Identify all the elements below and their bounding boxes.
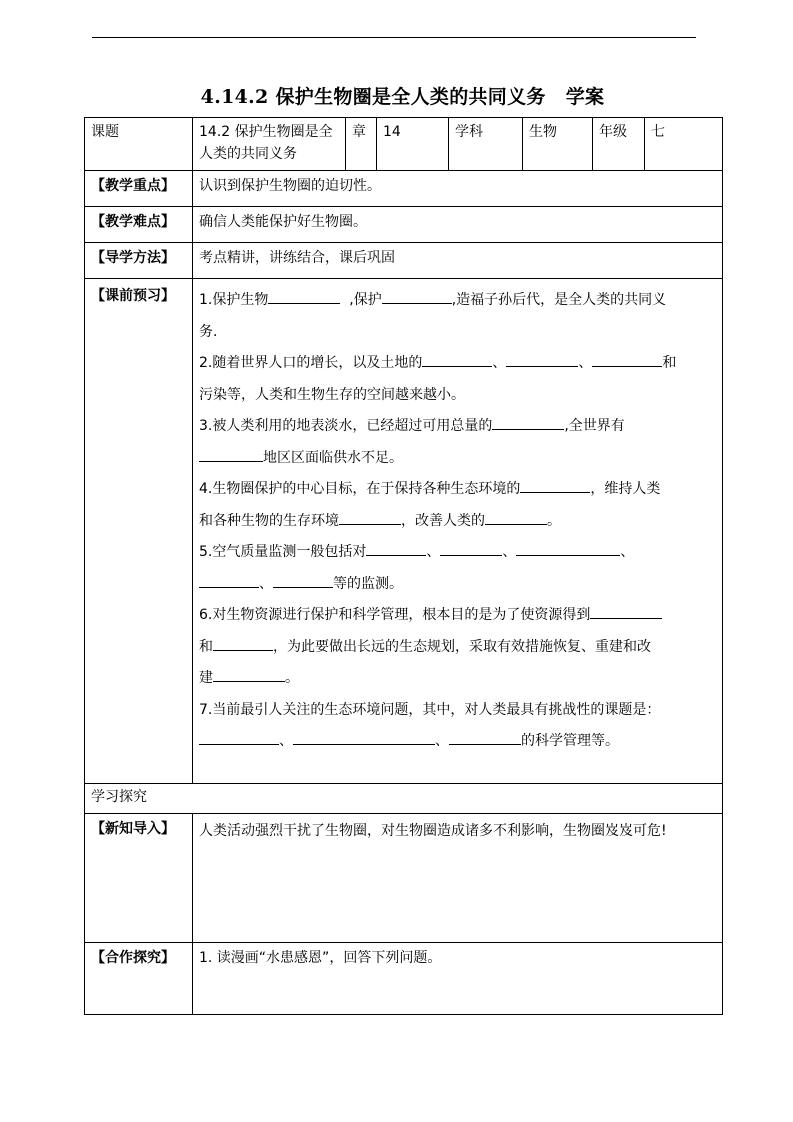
method-value: 考点精讲，讲练结合，课后巩固 [193,243,723,279]
intro-value: 人类活动强烈干扰了生物圈，对生物圈造成诸多不利影响，生物圈岌岌可危! [193,814,723,943]
q2-line-2: 污染等，人类和生物生存的空间越来越小。 [199,386,465,403]
study-label: 学习探究 [85,784,723,814]
page-title [84,84,721,110]
grade-value: 七 [645,118,723,171]
study-row [85,784,723,814]
answer-blank[interactable] [382,286,452,304]
q6-line-2: 和 ，为此要做出长远的生态规划，采取有效措施恢复、重建和改 [199,632,716,664]
q1-line-1: 1.保护生物 ,保护 ,造福子孙后代，是全人类的共同义 [199,285,716,317]
answer-blank[interactable] [199,727,279,745]
q6-line-1: 6.对生物资源进行保护和科学管理，根本目的是为了使资源得到 [199,600,716,632]
q4-line-1: 4.生物圈保护的中心目标，在于保持各种生态环境的 ，维持人类 [199,474,716,506]
subject-value: 生物 [523,118,593,171]
coop-value: 1. 读漫画“水患感恩”，回答下列问题。 [193,943,723,1015]
answer-blank[interactable] [273,570,333,588]
answer-blank[interactable] [520,475,590,493]
coop-label: 【合作探究】 [85,943,193,1015]
intro-label: 【新知导入】 [85,814,193,943]
answer-blank[interactable] [422,349,492,367]
subject-label: 学科 [449,118,523,171]
grade-label: 年级 [593,118,645,171]
preview-content [193,279,723,784]
q3-line-2: 地区区面临供水不足。 [199,443,716,475]
preview-row [85,279,723,784]
answer-blank[interactable] [213,664,285,682]
answer-blank[interactable] [213,633,273,651]
lesson-table [84,117,723,1015]
answer-blank[interactable] [449,727,521,745]
method-label: 【导学方法】 [85,243,193,279]
answer-blank[interactable] [492,412,564,430]
method-row [85,243,723,279]
q2-line-1: 2.随着世界人口的增长，以及土地的 、 、 和 [199,348,716,380]
q5-line-2: 、 等的监测。 [199,569,716,601]
topic-label: 课题 [85,118,193,171]
coop-row [85,943,723,1015]
topic-value: 14.2 保护生物圈是全人类的共同义务 [193,118,346,171]
q4-line-2: 和各种生物的生存环境 ，改善人类的 。 [199,506,716,538]
title-main: 4.14.2 保护生物圈是全人类的共同义务 [200,86,546,108]
difficulty-row [85,207,723,243]
header-rule [92,37,696,38]
intro-row [85,814,723,943]
preview-label: 【课前预习】 [85,279,193,784]
answer-blank[interactable] [440,538,502,556]
header-row [85,118,723,171]
answer-blank[interactable] [366,538,426,556]
q3-line-1: 3.被人类利用的地表淡水，已经超过可用总量的 ,全世界有 [199,411,716,443]
q1-line-2: 务. [199,323,218,340]
answer-blank[interactable] [268,286,340,304]
q6-line-3: 建 。 [199,663,716,695]
title-suffix: 学案 [565,86,605,108]
answer-blank[interactable] [485,507,547,525]
answer-blank[interactable] [293,727,435,745]
answer-blank[interactable] [506,349,578,367]
answer-blank[interactable] [590,601,662,619]
difficulty-label: 【教学难点】 [85,207,193,243]
key-point-row [85,171,723,207]
difficulty-value: 确信人类能保护好生物圈。 [193,207,723,243]
q7-line-2: 、 、 的科学管理等。 [199,726,716,758]
chapter-label: 章 [346,118,377,171]
answer-blank[interactable] [339,507,401,525]
answer-blank[interactable] [199,570,259,588]
answer-blank[interactable] [592,349,662,367]
key-point-value: 认识到保护生物圈的迫切性。 [193,171,723,207]
answer-blank[interactable] [199,444,263,462]
key-point-label: 【教学重点】 [85,171,193,207]
q5-line-1: 5.空气质量监测一般包括对 、 、 、 [199,537,716,569]
q7-line-1: 7.当前最引人关注的生态环境问题，其中，对人类最具有挑战性的课题是： [199,701,661,718]
chapter-value: 14 [377,118,449,171]
answer-blank[interactable] [516,538,620,556]
